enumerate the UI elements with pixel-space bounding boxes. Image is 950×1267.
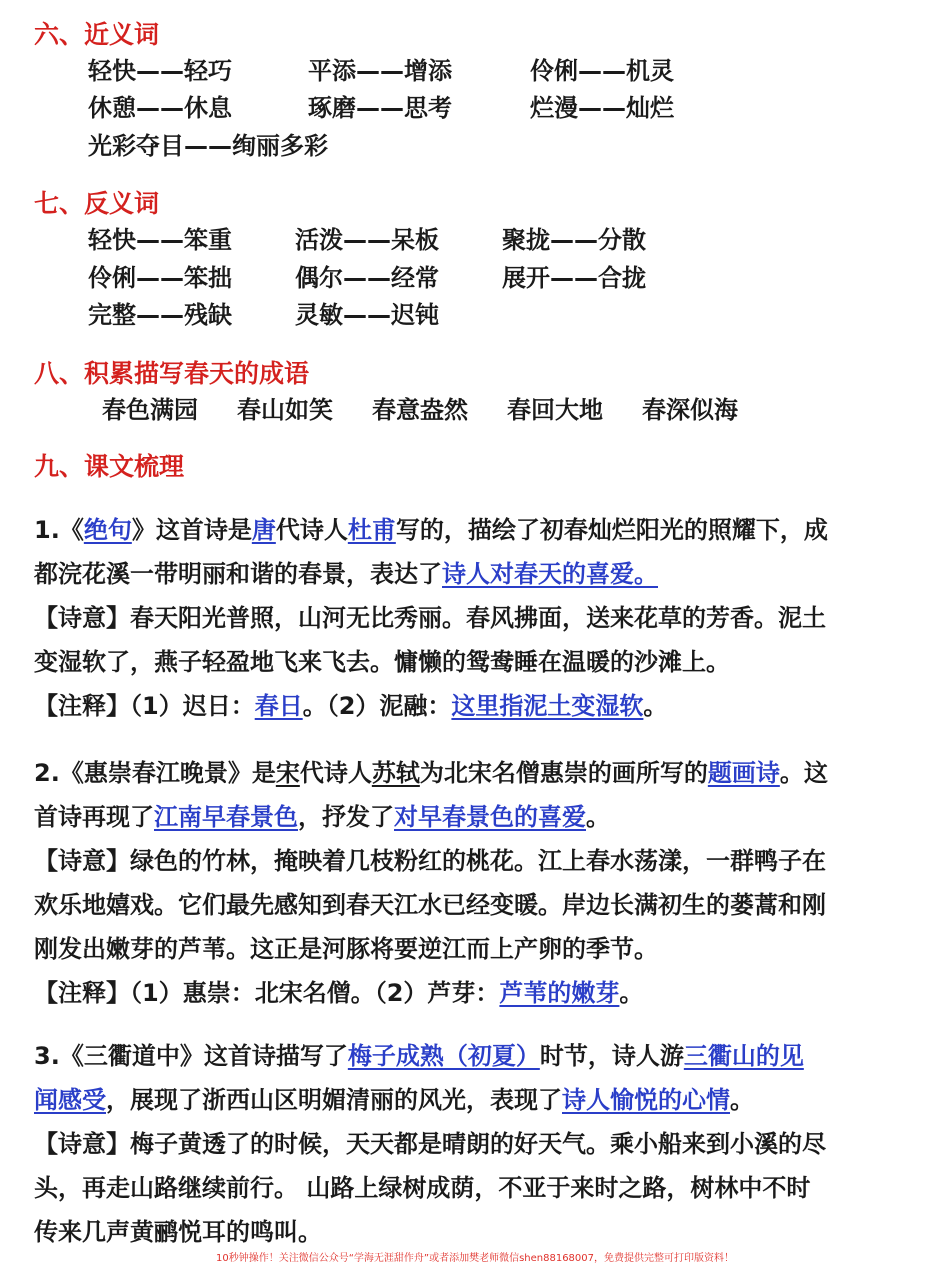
text: 【注释】（1）惠崇：北宋名僧。（2）芦芽： [34,979,500,1007]
poem-2-meaning-1: 【诗意】绿色的竹林，掩映着几枝粉红的桃花。江上春水荡漾，一群鸭子在 [34,847,826,875]
synonym-pair: 光彩夺目——绚丽多彩 [88,132,328,160]
poem-1-line-1 [34,508,918,552]
poem-3-meaning-3: 传来几声黄鹂悦耳的鸣叫。 [34,1218,322,1246]
text: 。 [586,803,610,831]
poem-1-meaning-2: 变湿软了，燕子轻盈地飞来飞去。慵懒的鸳鸯睡在温暖的沙滩上。 [34,648,730,676]
synonym-pair: 平添——增添 [308,57,452,85]
section-6-title: 六、近义词 [34,20,160,49]
idiom: 春回大地 [507,396,603,424]
section-7-title: 七、反义词 [34,189,160,218]
poem-3-block [34,1034,918,1254]
answer-blank: 诗人对春天的喜爱。 [442,560,658,588]
antonym-pair: 轻快——笨重 [88,226,232,254]
answer-blank: 绝句 [83,516,132,544]
text: 。（2）泥融： [302,692,452,720]
synonym-pair: 休憩——休息 [88,94,232,122]
text: 2.《惠崇春江晚景》是 [34,759,276,787]
text: 写的，描绘了初春灿烂阳光的照耀下，成 [395,516,828,544]
text: 。 [643,692,668,720]
idiom: 春深似海 [642,396,738,424]
idiom: 春山如笑 [237,396,333,424]
poem-3-line-2 [34,1078,918,1122]
idiom: 春意盎然 [372,396,468,424]
poem-2-meaning-2: 欢乐地嬉戏。它们最先感知到春天江水已经变暖。岸边长满初生的蒌蒿和刚 [34,891,826,919]
text: 1.《 [34,516,84,544]
answer-blank: 题画诗 [707,759,780,787]
antonym-pair: 偶尔——经常 [295,264,439,292]
synonym-pair: 琢磨——思考 [308,94,452,122]
answer-blank: 春日 [254,692,303,720]
answer-blank: 梅子成熟（初夏） [347,1042,540,1070]
text: 都浣花溪一带明丽和谐的春景，表达了 [34,560,442,588]
antonym-pair: 聚拢——分散 [502,226,646,254]
answer-blank: 唐 [251,516,276,544]
text: ，展现了浙西山区明媚清丽的风光，表现了 [106,1086,562,1114]
answer-blank: 杜甫 [347,516,396,544]
poem-3-line-1 [34,1034,918,1078]
text: 时节，诗人游 [539,1042,684,1070]
text: 代诗人 [299,759,372,787]
answer-blank: 对早春景色的喜爱 [394,803,586,831]
poem-2-line-2 [34,795,918,839]
answer-blank: 诗人愉悦的心情 [562,1086,730,1114]
antonym-pair: 伶俐——笨拙 [88,264,232,292]
text: ，抒发了 [298,803,394,831]
synonym-pair: 烂漫——灿烂 [530,94,674,122]
footer-note: 10秒钟操作！关注微信公众号“学海无涯甜作舟”或者添加樊老师微信shen88168007，免费提供完整可打印版资料！ [215,1253,735,1264]
poem-2-notes [34,971,918,1015]
text: 。这 [779,759,828,787]
answer-blank: 三衢山的见 [683,1042,804,1070]
idiom: 春色满园 [102,396,198,424]
poem-1-meaning-1: 【诗意】春天阳光普照，山河无比秀丽。春风拂面，送来花草的芳香。泥土 [34,604,826,632]
text: 3.《三衢道中》这首诗描写了 [34,1042,348,1070]
antonym-pair: 完整——残缺 [88,301,232,329]
poem-3-meaning-2: 头，再走山路继续前行。 山路上绿树成荫，不亚于来时之路，树林中不时 [34,1174,811,1202]
poem-1-notes [34,684,918,728]
text: 。 [730,1086,754,1114]
text: 为北宋名僧惠崇的画所写的 [419,759,708,787]
poem-1-block [34,508,918,728]
poem-2-line-1 [34,751,918,795]
poem-1-line-2 [34,552,918,596]
text: 》这首诗是 [131,516,252,544]
synonym-pair: 伶俐——机灵 [530,57,674,85]
poem-2-meaning-3: 刚发出嫩芽的芦苇。这正是河豚将要逆江而上产卵的季节。 [34,935,658,963]
answer-blank: 这里指泥土变湿软 [451,692,644,720]
section-8-title: 八、积累描写春天的成语 [34,359,310,388]
text: 代诗人 [275,516,348,544]
text: 。 [619,979,644,1007]
section-9-title: 九、课文梳理 [34,452,185,481]
poem-3-meaning-1: 【诗意】梅子黄透了的时候，天天都是晴朗的好天气。乘小船来到小溪的尽 [34,1130,826,1158]
answer-blank: 闻感受 [34,1086,106,1114]
poem-2-block [34,751,918,1015]
antonym-pair: 活泼——呆板 [295,226,439,254]
answer-blank: 宋 [275,759,300,787]
text: 【注释】（1）迟日： [34,692,255,720]
answer-blank: 芦苇的嫩芽 [499,979,620,1007]
text: 首诗再现了 [34,803,154,831]
answer-blank: 江南早春景色 [154,803,298,831]
answer-blank: 苏轼 [371,759,420,787]
antonym-pair: 灵敏——迟钝 [295,301,439,329]
antonym-pair: 展开——合拢 [502,264,646,292]
synonym-pair: 轻快——轻巧 [88,57,232,85]
